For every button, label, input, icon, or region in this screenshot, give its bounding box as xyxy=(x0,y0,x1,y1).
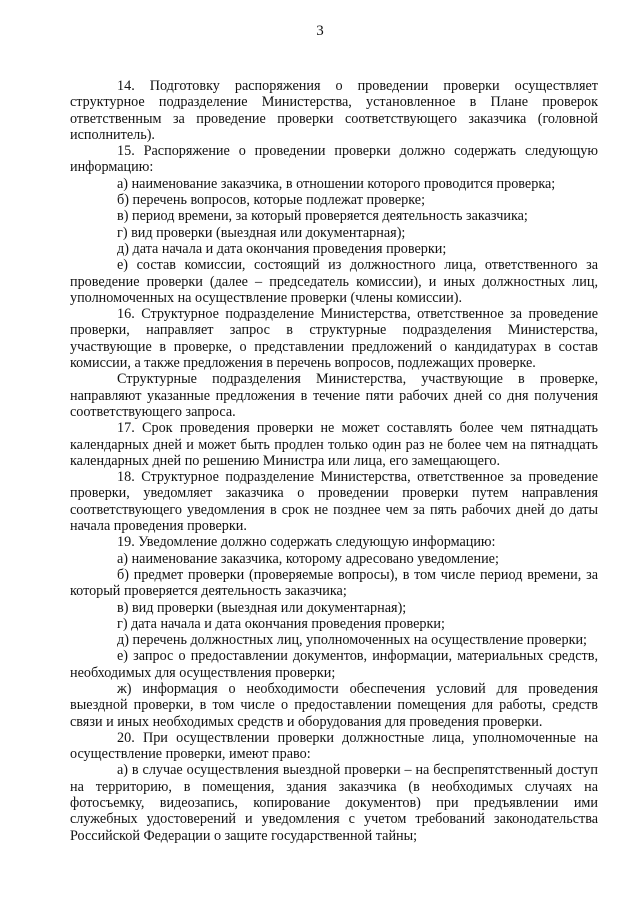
page-number: 3 xyxy=(316,23,324,39)
paragraph-19-item-g: г) дата начала и дата окончания проведения проверки; xyxy=(117,615,445,632)
paragraph-15-item-e: е) состав комиссии, состоящий из должностного лица, ответственного за проведение проверки (далее – председатель комиссии), и иных должностных лиц, уполномоченных на осуществление проверки (члены комиссии). xyxy=(70,257,598,306)
paragraph-19-item-zh: ж) информация о необходимости обеспечения условий для проведения выездной проверки, в том числе о предоставлении помещения для работы, средств связи и иных необходимых средств и оборудования для проведения проверки. xyxy=(70,680,598,730)
paragraph-15: 15. Распоряжение о проведении проверки должно содержать следующую информацию: xyxy=(70,143,598,176)
paragraph-19-item-b: б) предмет проверки (проверяемые вопросы), в том числе период времени, за который проверяется деятельность заказчика; xyxy=(70,566,598,600)
paragraph-15-item-b: б) перечень вопросов, которые подлежат проверке; xyxy=(117,192,426,209)
paragraph-17: 17. Срок проведения проверки не может составлять более чем пятнадцать календарных дней и может быть продлен только один раз не более чем на пятнадцать календарных дней по решению Министра или лица, его замещающего. xyxy=(70,420,598,469)
paragraph-16-continuation: Структурные подразделения Министерства, участвующие в проверке, направляют указанные предложения в течение пяти рабочих дней со дня получения соответствующего запроса. xyxy=(70,371,598,420)
paragraph-19-item-a: а) наименование заказчика, которому адресовано уведомление; xyxy=(117,550,499,567)
paragraph-15-item-a: а) наименование заказчика, в отношении которого проводится проверка; xyxy=(117,175,556,192)
paragraph-19: 19. Уведомление должно содержать следующую информацию: xyxy=(117,534,496,551)
paragraph-20: 20. При осуществлении проверки должностные лица, уполномоченные на осуществление проверки, имеют право: xyxy=(70,729,598,763)
paragraph-15-item-v: в) период времени, за который проверяется деятельность заказчика; xyxy=(117,208,528,225)
document-body xyxy=(70,78,598,844)
paragraph-15-item-d: д) дата начала и дата окончания проведения проверки; xyxy=(117,240,447,257)
paragraph-18: 18. Структурное подразделение Министерства, ответственное за проведение проверки, уведомляет заказчика о проведении проверки путем направления соответствующего уведомления в срок не позднее чем за пять рабочих дней до даты начала проведения проверки. xyxy=(70,469,598,535)
paragraph-19-item-e: е) запрос о предоставлении документов, информации, материальных средств, необходимых для осуществления проверки; xyxy=(70,648,598,681)
paragraph-16: 16. Структурное подразделение Министерства, ответственное за проведение проверки, направляет запрос в структурные подразделения Министерства, участвующие в проверке, о представлении предложений о кандидатурах в состав комиссии, а также предложения в перечень вопросов, подлежащих проверке. xyxy=(70,306,598,372)
paragraph-19-item-v: в) вид проверки (выездная или документарная); xyxy=(117,599,407,616)
paragraph-14: 14. Подготовку распоряжения о проведении проверки осуществляет структурное подразделение Министерства, установленное в Плане проверок ответственным за проведение проверки соответствующего заказчика (головной исполнитель). xyxy=(70,78,598,143)
paragraph-19-item-d: д) перечень должностных лиц, уполномоченных на осуществление проверки; xyxy=(117,632,588,649)
paragraph-20-item-a: а) в случае осуществления выездной проверки – на беспрепятственный доступ на территорию, в помещения, здания заказчика (в необходимых случаях на фотосъемку, видеозапись, копирование документов) при предъявлении ими служебных удостоверений и уведомления с учетом требований законодательства Российской Федерации о защите государственной тайны; xyxy=(70,762,598,844)
paragraph-15-item-g: г) вид проверки (выездная или документарная); xyxy=(117,224,406,241)
